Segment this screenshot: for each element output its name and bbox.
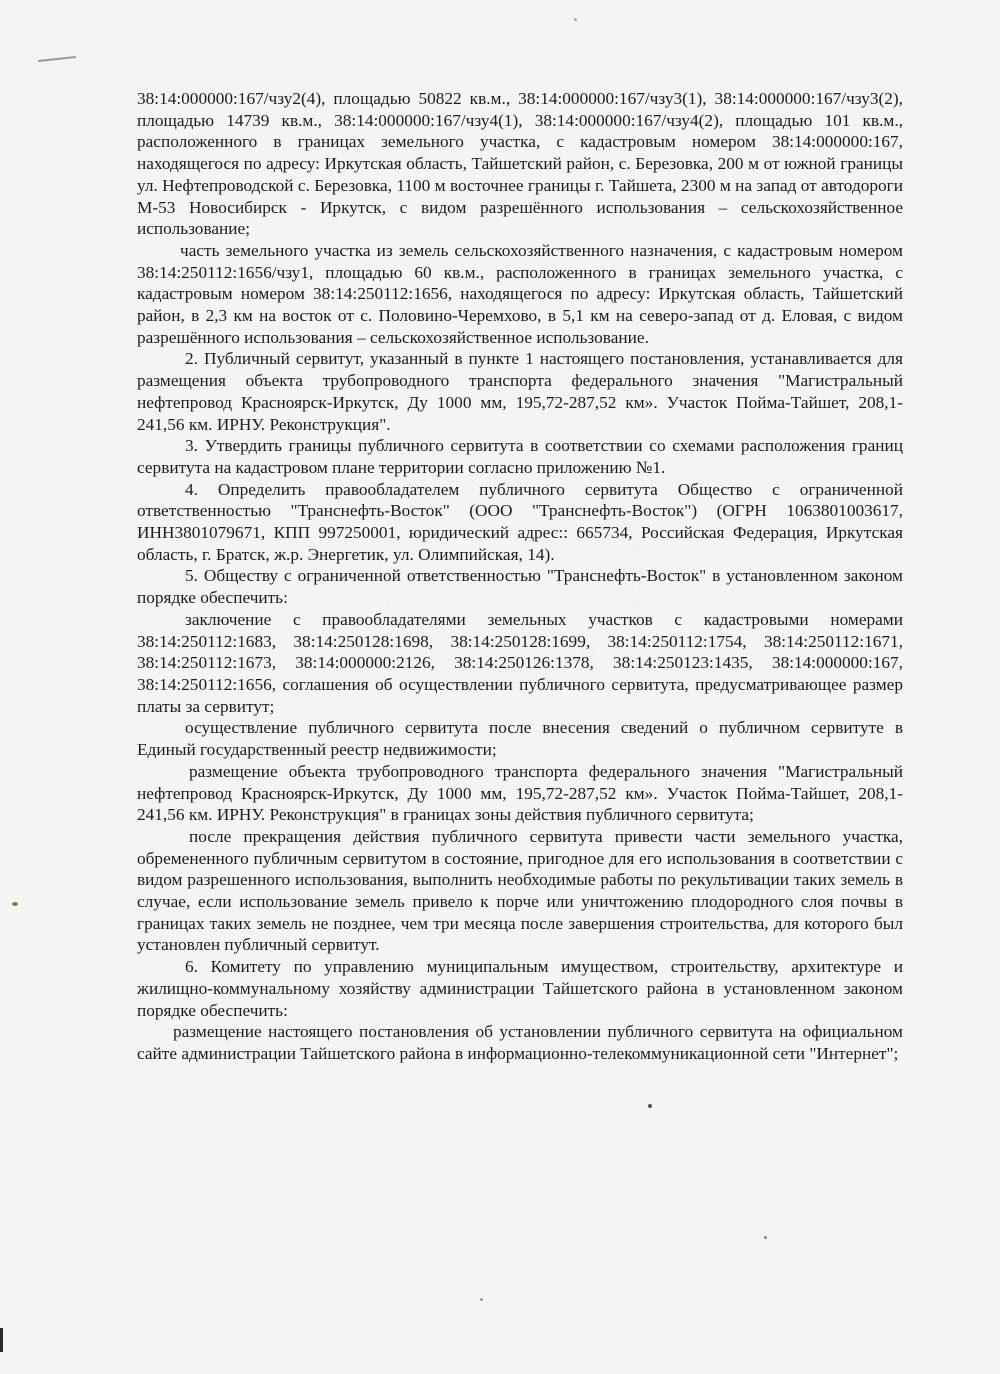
paragraph-plots-list: 38:14:000000:167/чзу2(4), площадью 50822 кв.м., 38:14:000000:167/чзу3(1), 38:14:000000:167/чзу3(2), площадью 14739 кв.м., 38:14:000000:167/чзу4(1), 38:14:000000:167/чзу4(2), площадью 101 кв.м., расположенного в границах земельного участка, с кадастровым номером 38:14:000000:167, находящегося по адресу: Иркутская область, Тайшетский район, с. Березовка, 200 м от южной границы ул. Нефтепроводской с. Березовка, 1100 м восточнее границы г. Тайшета, 2300 м на запад от автодороги М-53 Новосибирск - Иркутск, с видом разрешённого использования – сельскохозяйственное использование;: [137, 89, 903, 239]
scan-speck: [12, 902, 18, 906]
scan-mark: [38, 56, 76, 62]
paragraph-publication: размещение настоящего постановления об установлении публичного сервитута на официальном сайте администрации Тайшетского района в информационно-телекоммуникационной сети "Интернет";: [137, 1022, 903, 1063]
scan-speck: [764, 1236, 767, 1239]
document-body: [137, 88, 903, 1065]
paragraph-implementation: осуществление публичного сервитута после внесения сведений о публичном сервитуте в Единый государственный реестр недвижимости;: [137, 718, 903, 760]
paragraph-item-3: 3. Утвердить границы публичного сервитута в соответствии со схемами расположения границ сервитута на кадастровом плане территории согласно приложению №1.: [137, 436, 903, 477]
scan-speck: [574, 18, 577, 21]
scan-speck: [648, 1104, 652, 1108]
paragraph-agreement: заключение с правообладателями земельных участков с кадастровыми номерами 38:14:250112:1683, 38:14:250128:1698, 38:14:250128:1699, 38:14:250112:1754, 38:14:250112:1671, 38:14:250112:1673, 38:14:000000:2126, 38:14:250126:1378, 38:14:250123:1435, 38:14:000000:167, 38:14:250112:1656, соглашения об осуществлении публичного сервитута, предусматривающее размер платы за сервитут;: [137, 609, 903, 716]
paragraph-item-4: 4. Определить правообладателем публичного сервитута Общество с ограниченной ответственностью "Транснефть-Восток" (ООО "Транснефть-Восток") (ОГРН 1063801003617, ИНН3801079671, КПП 997250001, юридический адрес:: 665734, Российская Федерация, Иркутская область, г. Братск, ж.р. Энергетик, ул. Олимпийская, 14).: [137, 479, 903, 564]
scan-speck: [480, 1298, 483, 1301]
paragraph-item-6: 6. Комитету по управлению муниципальным имуществом, строительству, архитектуре и жилищно-коммунальному хозяйству администрации Тайшетского района в установленном законом порядке обеспечить:: [137, 957, 903, 1020]
paragraph-item-2: 2. Публичный сервитут, указанный в пункте 1 настоящего постановления, устанавливается для размещения объекта трубопроводного транспорта федерального значения "Магистральный нефтепровод Красноярск-Иркутск, Ду 1000 мм, 195,72-287,52 км». Участок Пойма-Тайшет, 208,1-241,56 км. ИРНУ. Реконструкция".: [137, 349, 903, 434]
scan-edge-mark: [0, 1328, 3, 1352]
paragraph-plot-1656: часть земельного участка из земель сельскохозяйственного назначения, с кадастровым номером 38:14:250112:1656/чзу1, площадью 60 кв.м., расположенного в границах земельного участка, с кадастровым номером 38:14:250112:1656, находящегося по адресу: Иркутская область, Тайшетский район, в 2,3 км на восток от с. Половино-Черемхово, в 5,1 км на северо-запад от д. Еловая, с видом разрешённого использования – сельскохозяйственное использование.: [137, 240, 903, 347]
paragraph-placement: размещение объекта трубопроводного транспорта федерального значения "Магистральный нефтепровод Красноярск-Иркутск, Ду 1000 мм, 195,72-287,52 км». Участок Пойма-Тайшет, 208,1-241,56 км. ИРНУ. Реконструкция" в границах зоны действия публичного сервитута;: [137, 761, 903, 825]
paragraph-restoration: после прекращения действия публичного сервитута привести части земельного участка, обремененного публичным сервитутом в состояние, пригодное для его использования в соответствии с видом разрешенного использования, выполнить необходимые работы по рекультивации таких земель в случае, если использование земель привело к порче или уничтожению плодородного слоя почвы в границах таких земель не позднее, чем три месяца после завершения строительства, для которого был установлен публичный сервитут.: [137, 826, 903, 955]
paragraph-item-5: 5. Обществу с ограниченной ответственностью "Транснефть-Восток" в установленном законом порядке обеспечить:: [137, 566, 903, 608]
